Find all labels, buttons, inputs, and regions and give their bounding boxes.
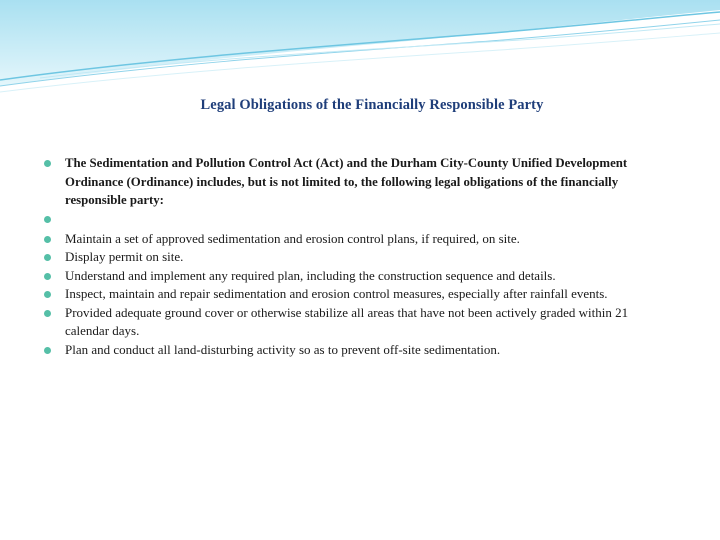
list-item-text: Inspect, maintain and repair sedimentation and erosion control measures, especially after rainfall events. [65,286,608,301]
list-item-text: Understand and implement any required plan, including the construction sequence and details. [65,267,556,283]
bullet-icon [44,291,51,298]
list-item-text: Provided adequate ground cover or otherwise stabilize all areas that have not been actively graded within 21 calendar days. [65,304,629,338]
list-item [44,154,674,210]
list-item-text: Display permit on site. [65,249,184,264]
list-item [44,267,674,286]
bullet-list [44,154,674,359]
bullet-icon [44,347,51,354]
list-item-text: The Sedimentation and Pollution Control Act (Act) and the Durham City-County Unified Development Ordinance (Ordinance) includes, but is not limited to, the following legal obligations of the financially responsible party: [65,156,628,207]
bullet-icon [44,273,51,280]
bullet-icon [44,236,51,243]
bullet-icon [44,216,51,223]
bullet-icon [44,160,51,167]
list-item-text: Maintain a set of approved sedimentation and erosion control plans, if required, on site. [65,230,520,246]
list-item [44,248,674,267]
list-item [44,230,674,249]
list-item [44,210,674,230]
list-item [44,341,674,360]
list-item [44,285,674,304]
slide-title: Legal Obligations of the Financially Responsible Party [200,97,544,113]
list-item-text: Plan and conduct all land-disturbing activity so as to prevent off-site sedimentation. [65,341,501,357]
bullet-icon [44,254,51,261]
list-item [44,304,674,341]
header-wave-graphic [0,0,720,95]
bullet-icon [44,310,51,317]
